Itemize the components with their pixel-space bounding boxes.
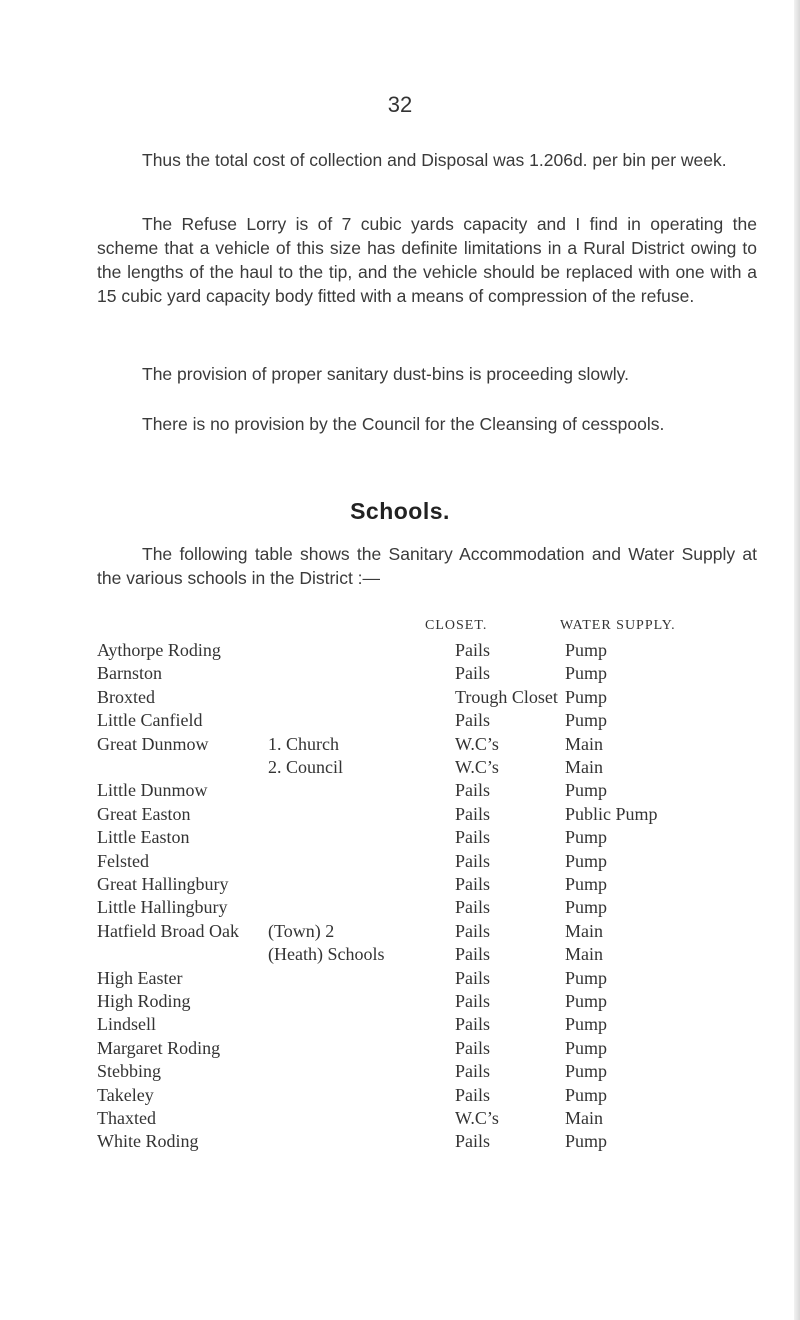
water-supply: Pump xyxy=(565,1131,608,1152)
closet-type: Pails xyxy=(455,1084,491,1105)
closet-type: Pails xyxy=(455,1037,491,1058)
school-name: Takeley xyxy=(97,1084,154,1105)
school-name: Aythorpe Roding xyxy=(97,640,221,660)
water-supply: Main xyxy=(565,944,603,965)
water-supply: Public Pump xyxy=(565,803,658,824)
paragraph-refuse-lorry: The Refuse Lorry is of 7 cubic yards capacity and I find in operating the scheme that a vehicle of this size has definite limitations in a Rural District owing to the lengths of the haul to the tip, and the vehicle should be replaced with one with a 15 cubic yard capacity body fitted with a means of compression of the refuse. xyxy=(97,214,757,306)
water-supply: Pump xyxy=(565,686,608,707)
school-subdivision: (Town) 2 xyxy=(268,920,335,941)
table-row xyxy=(0,1038,800,1062)
page-number: 32 xyxy=(387,92,413,117)
water-supply: Pump xyxy=(565,1037,608,1058)
closet-type: Pails xyxy=(455,897,491,918)
school-name: Barnston xyxy=(97,663,162,684)
closet-type: Pails xyxy=(455,827,491,848)
school-name: Little Canfield xyxy=(97,710,203,731)
closet-type: Trough Closet xyxy=(455,686,558,707)
school-subdivision: 2. Council xyxy=(268,757,343,777)
closet-type: W.C’s xyxy=(455,733,499,754)
school-name: Great Easton xyxy=(97,803,191,824)
table-row xyxy=(0,968,800,992)
school-name: Great Dunmow xyxy=(97,733,209,754)
water-supply: Pump xyxy=(565,1014,608,1035)
table-row xyxy=(0,897,800,921)
table-row xyxy=(0,944,800,968)
school-subdivision: (Heath) Schools xyxy=(268,944,385,965)
school-name: Little Dunmow xyxy=(97,780,208,801)
table-row xyxy=(0,804,800,828)
closet-type: Pails xyxy=(455,874,491,894)
closet-type: Pails xyxy=(455,967,491,988)
paragraph-cesspools: There is no provision by the Council for the Cleansing of cesspools. xyxy=(142,414,665,434)
closet-type: Pails xyxy=(455,803,491,824)
closet-type: Pails xyxy=(455,663,491,684)
column-header-water-supply: WATER SUPPLY. xyxy=(560,618,676,633)
closet-type: Pails xyxy=(455,850,491,871)
closet-type: W.C’s xyxy=(455,757,499,777)
column-header-closet: CLOSET. xyxy=(425,618,488,633)
school-subdivision: 1. Church xyxy=(268,733,339,754)
table-row xyxy=(0,710,800,734)
closet-type: Pails xyxy=(455,1014,491,1035)
closet-type: Pails xyxy=(455,1131,491,1152)
closet-type: Pails xyxy=(455,920,491,941)
table-row xyxy=(0,734,800,758)
table-row xyxy=(0,663,800,687)
paragraph-dust-bins: The provision of proper sanitary dust-bins is proceeding slowly. xyxy=(142,364,629,384)
water-supply: Pump xyxy=(565,850,608,871)
water-supply: Pump xyxy=(565,897,608,918)
water-supply: Main xyxy=(565,733,603,754)
closet-type: Pails xyxy=(455,640,491,660)
school-name: Hatfield Broad Oak xyxy=(97,920,239,941)
table-row xyxy=(0,921,800,945)
table-row xyxy=(0,1014,800,1038)
paragraph-table-intro: The following table shows the Sanitary Accommodation and Water Supply at the various schools in the District :— xyxy=(97,544,757,588)
closet-type: Pails xyxy=(455,780,491,801)
table-row xyxy=(0,991,800,1015)
paragraph-cost: Thus the total cost of collection and Disposal was 1.206d. per bin per week. xyxy=(142,150,727,170)
table-row xyxy=(0,780,800,804)
table-row xyxy=(0,640,800,664)
school-name: Stebbing xyxy=(97,1061,162,1082)
school-name: Little Hallingbury xyxy=(97,897,228,918)
water-supply: Main xyxy=(565,920,603,941)
water-supply: Pump xyxy=(565,780,608,801)
school-name: Felsted xyxy=(97,850,149,871)
closet-type: Pails xyxy=(455,991,491,1011)
school-name: Broxted xyxy=(97,686,155,707)
table-row xyxy=(0,874,800,898)
water-supply: Pump xyxy=(565,663,608,684)
water-supply: Pump xyxy=(565,874,608,894)
water-supply: Pump xyxy=(565,827,608,848)
water-supply: Main xyxy=(565,757,603,777)
school-name: Margaret Roding xyxy=(97,1037,221,1058)
table-row xyxy=(0,851,800,875)
water-supply: Pump xyxy=(565,640,608,660)
table-row xyxy=(0,1131,800,1155)
water-supply: Pump xyxy=(565,991,608,1011)
table-row xyxy=(0,757,800,781)
school-name: High Easter xyxy=(97,967,183,988)
closet-type: Pails xyxy=(455,944,491,965)
school-name: White Roding xyxy=(97,1131,199,1152)
school-name: High Roding xyxy=(97,991,191,1011)
school-name: Lindsell xyxy=(97,1014,156,1035)
school-name: Thaxted xyxy=(97,1108,156,1128)
water-supply: Pump xyxy=(565,710,608,731)
section-heading-schools: Schools. xyxy=(350,498,450,524)
closet-type: Pails xyxy=(455,1061,491,1082)
school-name: Great Hallingbury xyxy=(97,874,229,894)
table-row xyxy=(0,1085,800,1109)
closet-type: Pails xyxy=(455,710,491,731)
water-supply: Pump xyxy=(565,1061,608,1082)
water-supply: Pump xyxy=(565,967,608,988)
water-supply: Main xyxy=(565,1108,603,1128)
closet-type: W.C’s xyxy=(455,1108,499,1128)
table-row xyxy=(0,827,800,851)
table-row xyxy=(0,1108,800,1132)
water-supply: Pump xyxy=(565,1084,608,1105)
school-name: Little Easton xyxy=(97,827,190,848)
table-row xyxy=(0,687,800,711)
table-row xyxy=(0,1061,800,1085)
